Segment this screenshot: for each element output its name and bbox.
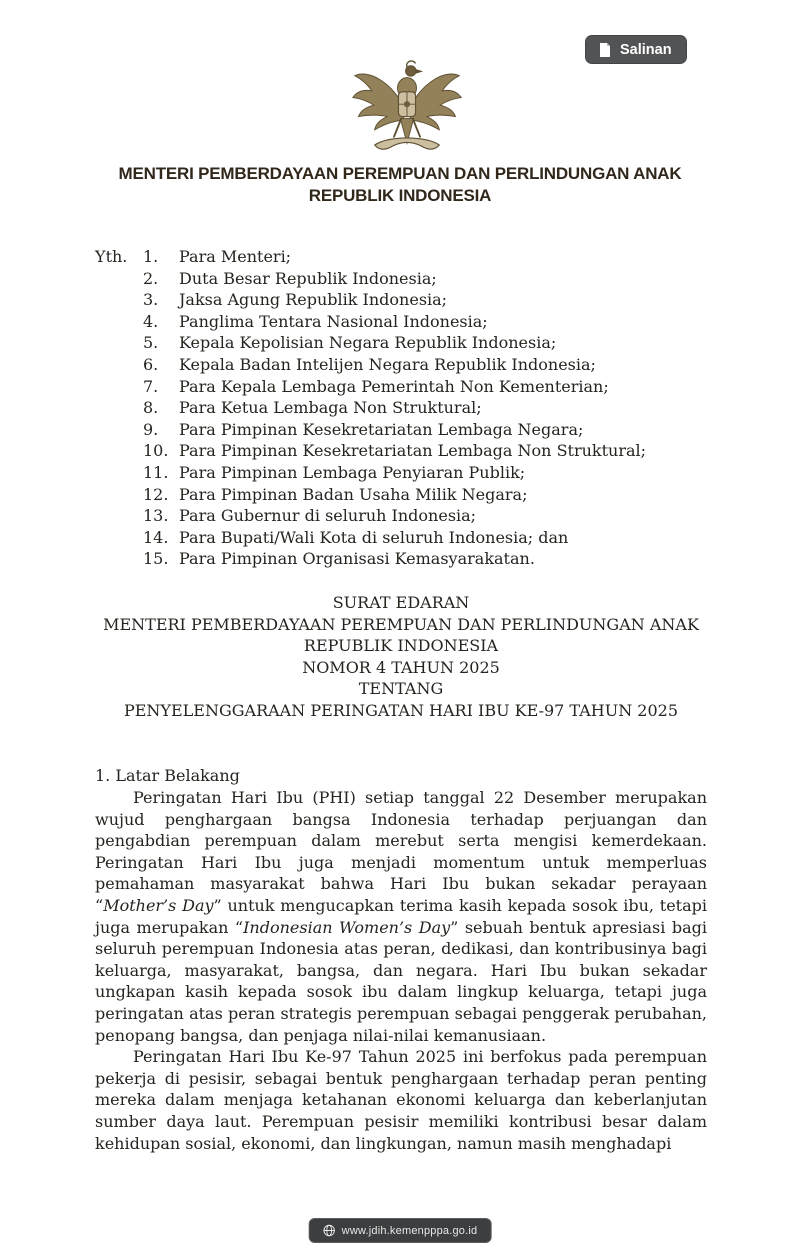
- yth-label: [95, 289, 143, 311]
- globe-icon: [323, 1224, 336, 1237]
- yth-label: [95, 462, 143, 484]
- recipient-text: Kepala Kepolisian Negara Republik Indonesia;: [179, 333, 557, 353]
- title-line-surat-edaran: SURAT EDARAN: [332, 592, 470, 612]
- recipient-text: Para Gubernur di seluruh Indonesia;: [179, 506, 477, 526]
- recipient-row: [95, 311, 707, 333]
- recipient-number: 11.: [143, 462, 169, 482]
- yth-label: [95, 332, 143, 354]
- recipient-row: [95, 332, 707, 354]
- recipient-row: [95, 246, 707, 268]
- title-line-nomor: NOMOR 4 TAHUN 2025: [302, 657, 500, 677]
- title-line-menteri: MENTERI PEMBERDAYAAN PEREMPUAN DAN PERLINDUNGAN ANAK: [103, 614, 699, 634]
- recipient-number: 8.: [143, 398, 159, 418]
- yth-label: [95, 484, 143, 506]
- recipient-text: Para Bupati/Wali Kota di seluruh Indonesia; dan: [179, 527, 569, 547]
- yth-label: [95, 376, 143, 398]
- recipient-number: 3.: [143, 290, 159, 310]
- section-heading-latar-belakang: 1. Latar Belakang: [95, 766, 240, 786]
- recipient-number: 6.: [143, 354, 159, 374]
- title-line-tentang: TENTANG: [358, 679, 444, 699]
- recipient-list: [95, 246, 707, 570]
- yth-label: [95, 268, 143, 290]
- recipient-row: [95, 289, 707, 311]
- salinan-copy-button[interactable]: [585, 35, 687, 64]
- recipient-row: [95, 484, 707, 506]
- salinan-label: Salinan: [620, 41, 672, 58]
- recipient-text: Duta Besar Republik Indonesia;: [179, 268, 437, 288]
- recipient-text: Para Pimpinan Lembaga Penyiaran Publik;: [179, 462, 526, 482]
- yth-label: [95, 354, 143, 376]
- recipient-row: [95, 440, 707, 462]
- letterhead-line1: MENTERI PEMBERDAYAAN PEREMPUAN DAN PERLINDUNGAN ANAK: [118, 164, 682, 183]
- recipient-text: Para Kepala Lembaga Pemerintah Non Kementerian;: [179, 376, 609, 396]
- title-line-subject: PENYELENGGARAAN PERINGATAN HARI IBU KE-97 TAHUN 2025: [123, 700, 679, 720]
- text-run: ” untuk mengucapkan terima kasih kepada sosok ibu, tetapi juga merupakan “: [95, 896, 707, 937]
- recipient-number: 7.: [143, 376, 159, 396]
- recipient-text: Para Menteri;: [179, 247, 292, 266]
- recipient-number: 13.: [143, 506, 169, 526]
- yth-label: [95, 419, 143, 441]
- recipient-text: Para Pimpinan Badan Usaha Milik Negara;: [179, 484, 528, 504]
- recipient-number: 5.: [143, 333, 159, 353]
- recipient-number: 14.: [143, 527, 169, 547]
- yth-label: [95, 548, 143, 570]
- text-run: Peringatan Hari Ibu (PHI) setiap tanggal 22 Desember merupakan wujud penghargaan bangsa Indonesia terhadap perjuangan dan pengabdian perempuan dalam merebut serta mengisi kemerdekaan. Peringatan Hari Ibu juga menjadi momentum untuk memperluas pemahaman masyarakat bahwa Hari Ibu bukan sekadar perayaan “: [95, 788, 707, 916]
- italic-phrase: Mother’s Day: [103, 896, 214, 916]
- yth-label: [95, 397, 143, 419]
- recipient-number: 2.: [143, 268, 159, 288]
- recipient-text: Para Pimpinan Organisasi Kemasyarakatan.: [179, 549, 535, 569]
- recipient-text: Jaksa Agung Republik Indonesia;: [179, 290, 448, 310]
- text-run: Peringatan Hari Ibu Ke-97 Tahun 2025 ini berfokus pada perempuan pekerja di pesisir, sebagai bentuk penghargaan terhadap peran penting mereka dalam menjaga ketahanan ekonomi keluarga dan keberlanjutan sumber daya laut. Perempuan pesisir memiliki kontribusi besar dalam kehidupan sosial, ekonomi, dan lingkungan, namun masih menghadapi: [95, 1047, 707, 1153]
- recipient-row: [95, 505, 707, 527]
- recipient-row: [95, 527, 707, 549]
- letterhead: [0, 163, 800, 207]
- paragraph-2: [95, 1046, 707, 1154]
- document-body: [95, 246, 707, 1154]
- yth-label: Yth.: [95, 247, 128, 266]
- recipient-text: Kepala Badan Intelijen Negara Republik Indonesia;: [179, 354, 596, 374]
- recipient-number: 12.: [143, 484, 169, 504]
- italic-phrase: Indonesian Women’s Day: [243, 917, 451, 937]
- recipient-row: [95, 268, 707, 290]
- recipient-text: Para Pimpinan Kesekretariatan Lembaga Negara;: [179, 419, 584, 439]
- recipient-text: Para Pimpinan Kesekretariatan Lembaga Non Struktural;: [179, 441, 647, 461]
- recipient-row: [95, 462, 707, 484]
- recipient-text: Panglima Tentara Nasional Indonesia;: [179, 311, 488, 331]
- yth-label: [95, 440, 143, 462]
- document-copy-icon: [597, 42, 612, 58]
- recipient-number: 4.: [143, 311, 159, 331]
- recipient-number: 1.: [143, 247, 159, 266]
- yth-label: [95, 505, 143, 527]
- recipient-number: 9.: [143, 419, 159, 439]
- recipient-row: [95, 376, 707, 398]
- yth-label: [95, 527, 143, 549]
- recipient-row: [95, 354, 707, 376]
- recipient-row: [95, 419, 707, 441]
- footer-site-badge[interactable]: [309, 1218, 492, 1243]
- garuda-pancasila-emblem: [350, 54, 464, 162]
- recipient-number: 10.: [143, 441, 169, 461]
- title-line-republik: REPUBLIK INDONESIA: [303, 636, 499, 656]
- recipient-row: [95, 397, 707, 419]
- recipient-number: 15.: [143, 549, 169, 569]
- recipient-row: [95, 548, 707, 570]
- recipient-text: Para Ketua Lembaga Non Struktural;: [179, 398, 482, 418]
- yth-label: [95, 311, 143, 333]
- paragraph-1: [95, 787, 707, 1046]
- text-run: ” sebuah bentuk apresiasi bagi seluruh perempuan Indonesia atas peran, dedikasi, dan kontribusinya bagi keluarga, masyarakat, bangsa, dan negara. Hari Ibu bukan sekadar ungkapan kasih kepada sosok ibu dalam lingkup keluarga, tetapi juga peringatan atas peran strategis perempuan sebagai penggerak perubahan, penopang bangsa, dan penjaga nilai-nilai kemanusiaan.: [95, 917, 707, 1045]
- title-block: [95, 592, 707, 722]
- letterhead-line2: REPUBLIK INDONESIA: [308, 186, 492, 205]
- footer-site-url: www.jdih.kemenpppa.go.id: [341, 1224, 478, 1237]
